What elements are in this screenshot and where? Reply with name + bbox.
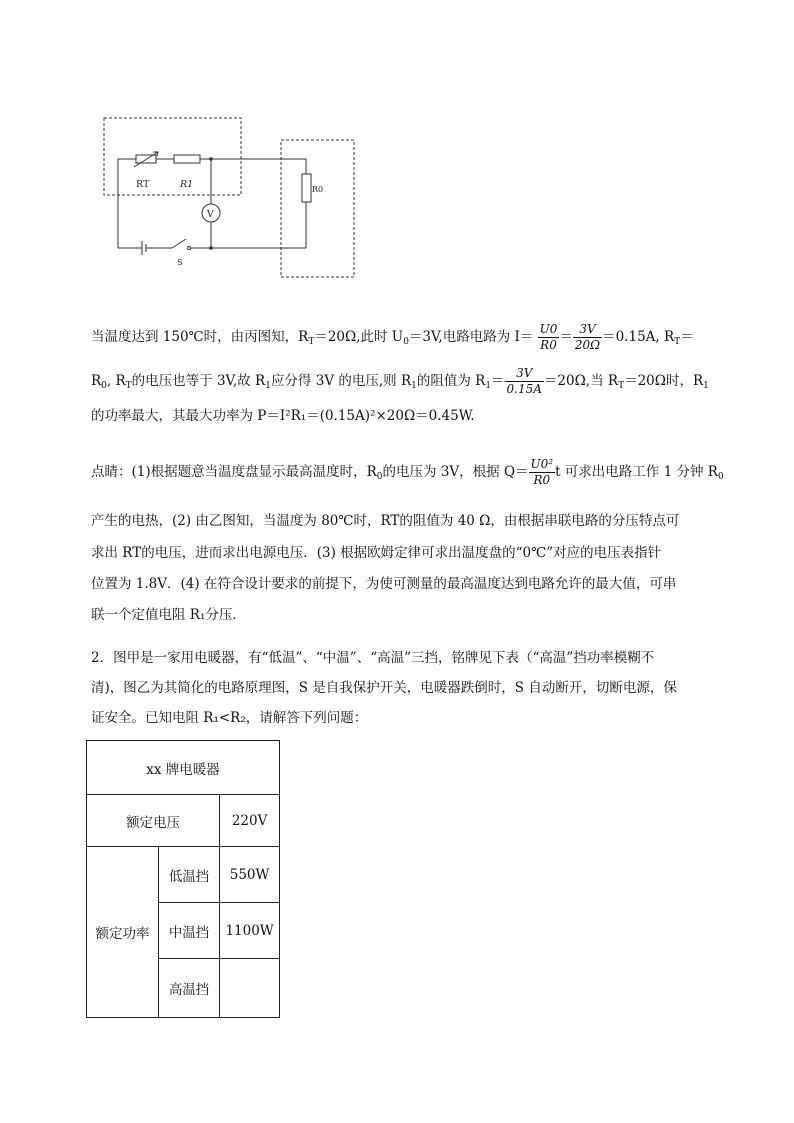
rated-voltage-label: 额定电压 bbox=[87, 795, 220, 847]
switch-label: S bbox=[177, 258, 183, 267]
mid-gear-value: 1100W bbox=[220, 903, 280, 959]
dashed-box-right bbox=[281, 140, 354, 277]
rt-label: RT bbox=[136, 179, 150, 190]
fraction-u0sq-r0: $\frac{\text{U0²}}{R0}$ bbox=[530, 457, 554, 487]
table-title: xx 牌电暖器 bbox=[87, 741, 280, 795]
dashed-box-left bbox=[104, 118, 241, 195]
hint-line-3: 求出 RT的电压，进而求出电源电压．(3) 根据欧姆定律可求出温度盘的“0℃”对应的电压表指针 bbox=[91, 545, 662, 561]
low-gear-value: 550W bbox=[220, 847, 280, 903]
r0-resistor bbox=[302, 174, 311, 202]
r1-label: R1 bbox=[180, 179, 194, 190]
solution-line-3: 的功率最大，其最大功率为 P＝I²R₁＝(0.15A)²×20Ω＝0.45W. bbox=[91, 408, 475, 424]
circuit-diagram bbox=[100, 112, 360, 282]
hint-line-4: 位置为 1.8V．(4) 在符合设计要求的前提下，为使可测量的最高温度达到电路允许的最大值，可串 bbox=[91, 576, 677, 592]
hint-line-1: 点睛：(1)根据题意当温度盘显示最高温度时，$R_0$的电压为 3V，根据 Q＝ $\frac{\text{U0²}}{R0}$ t 可求出电路工作 1 分钟 $R_0$ bbox=[91, 457, 724, 487]
switch-contact bbox=[188, 247, 191, 250]
hint-line-2: 产生的电热，(2) 由乙图知，当温度为 80℃时，RT的阻值为 40 Ω，由根据串联电路的分压特点可 bbox=[91, 513, 680, 529]
question2-line-1: 2．图甲是一家用电暖器，有“低温”、“中温”、“高温”三挡，铭牌见下表（“高温”挡功率模糊不 bbox=[91, 650, 655, 666]
rated-power-label: 额定功率 bbox=[87, 847, 159, 1018]
solution-line-1: 当温度达到 150℃时，由丙图知，$R_T=20\Omega$,此时 $U_0=3V$,电路电路为 I＝ $\frac{U0}{R0}$ ＝ $\frac{3V}{20\Omega}$ ＝0.15A, $R_T=$ bbox=[91, 322, 694, 352]
fraction-u0-r0: $\frac{U0}{R0}$ bbox=[539, 322, 558, 352]
r1-resistor bbox=[174, 155, 200, 163]
voltmeter-label: V bbox=[207, 210, 214, 220]
r0-label: R0 bbox=[312, 185, 324, 194]
hint-line-5: 联一个定值电阻 R₁分压． bbox=[91, 607, 246, 623]
solution-line-2: $R_0$, $R_T$的电压也等于 3V,故 $R_1$应分得 3V 的电压,则 $R_1$的阻值为 $R_1=$ $\frac{3V}{0.15A}$ ＝20Ω,当 $R_T=20\Omega$时，$R_1$ bbox=[91, 366, 709, 396]
low-gear-label: 低温挡 bbox=[158, 847, 219, 903]
rated-voltage-value: 220V bbox=[220, 795, 280, 847]
heater-spec-table bbox=[86, 740, 280, 1018]
fraction-3v-20ohm: $\frac{3V}{20\Omega}$ bbox=[574, 322, 601, 352]
switch-blade bbox=[172, 239, 186, 248]
mid-gear-label: 中温挡 bbox=[158, 903, 219, 959]
question2-line-3: 证安全。已知电阻 R₁<R₂，请解答下列问题： bbox=[91, 710, 368, 726]
question2-line-2: 清)，图乙为其简化的电路原理图，S 是自我保护开关，电暖器跌倒时，S 自动断开，切断电源，保 bbox=[91, 680, 677, 696]
fraction-3v-015a: $\frac{3V}{0.15A}$ bbox=[506, 366, 542, 396]
high-gear-value bbox=[220, 959, 280, 1018]
high-gear-label: 高温挡 bbox=[158, 959, 219, 1018]
